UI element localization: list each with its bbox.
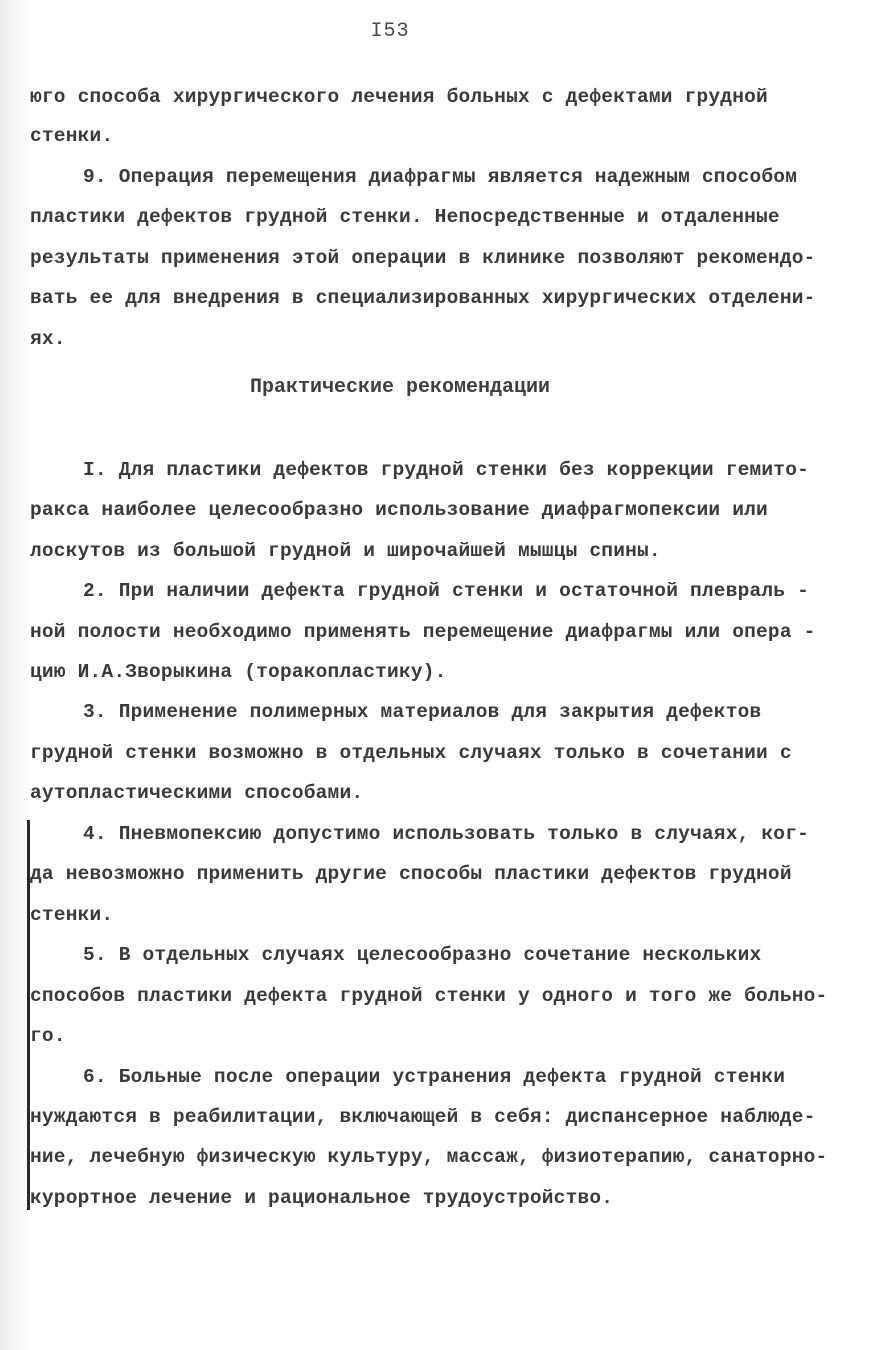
recommendation-4-line: стенки. xyxy=(30,904,114,926)
recommendation-3-line: грудной стенки возможно в отдельных случаях только в сочетании с xyxy=(30,742,792,764)
conclusion-9-line: ях. xyxy=(30,328,66,350)
recommendation-4-line: да невозможно применить другие способы пластики дефектов грудной xyxy=(30,863,792,885)
recommendation-2-line: цию И.А.Зворыкина (торакопластику). xyxy=(30,661,447,683)
conclusion-9-line: вать ее для внедрения в специализированных хирургических отделени- xyxy=(30,287,816,309)
page-number: I53 xyxy=(370,20,410,43)
recommendation-2-line: ной полости необходимо применять перемещение диафрагмы или опера - xyxy=(30,621,816,643)
recommendation-1-line: ракса наиболее целесообразно использование диафрагмопексии или xyxy=(30,499,768,521)
section-heading: Практические рекомендации xyxy=(249,376,551,399)
recommendation-6-line: 6. Больные после операции устранения дефекта грудной стенки xyxy=(83,1066,786,1088)
recommendation-6-line: нуждаются в реабилитации, включающей в себя: диспансерное наблюде- xyxy=(30,1106,816,1128)
recommendation-3-line: аутопластическими способами. xyxy=(30,782,364,804)
recommendation-3-line: 3. Применение полимерных материалов для закрытия дефектов xyxy=(83,701,762,723)
conclusion-9-line: пластики дефектов грудной стенки. Непосредственные и отдаленные xyxy=(30,206,780,228)
recommendation-1-line: лоскутов из большой грудной и широчайшей мышцы спины. xyxy=(30,540,661,562)
recommendation-5-line: 5. В отдельных случаях целесообразно сочетание нескольких xyxy=(83,944,762,966)
conclusion-9-line: 9. Операция перемещения диафрагмы является надежным способом xyxy=(83,166,798,188)
recommendation-6-line: ние, лечебную физическую культуру, массаж, физиотерапию, санаторно- xyxy=(30,1146,828,1168)
text-line: стенки. xyxy=(30,125,114,147)
recommendation-5-line: способов пластики дефекта грудной стенки у одного и того же больно- xyxy=(30,985,828,1007)
recommendation-5-line: го. xyxy=(30,1025,66,1047)
recommendation-2-line: 2. При наличии дефекта грудной стенки и остаточной плевраль - xyxy=(83,580,810,602)
recommendation-6-line: курортное лечение и рациональное трудоустройство. xyxy=(30,1187,614,1209)
recommendation-1-line: I. Для пластики дефектов грудной стенки без коррекции гемито- xyxy=(83,459,810,481)
text-line: юго способа хирургического лечения больных с дефектами грудной xyxy=(30,86,768,108)
conclusion-9-line: результаты применения этой операции в клинике позволяют рекомендо- xyxy=(30,247,816,269)
recommendation-4-line: 4. Пневмопексию допустимо использовать только в случаях, ког- xyxy=(83,823,810,845)
